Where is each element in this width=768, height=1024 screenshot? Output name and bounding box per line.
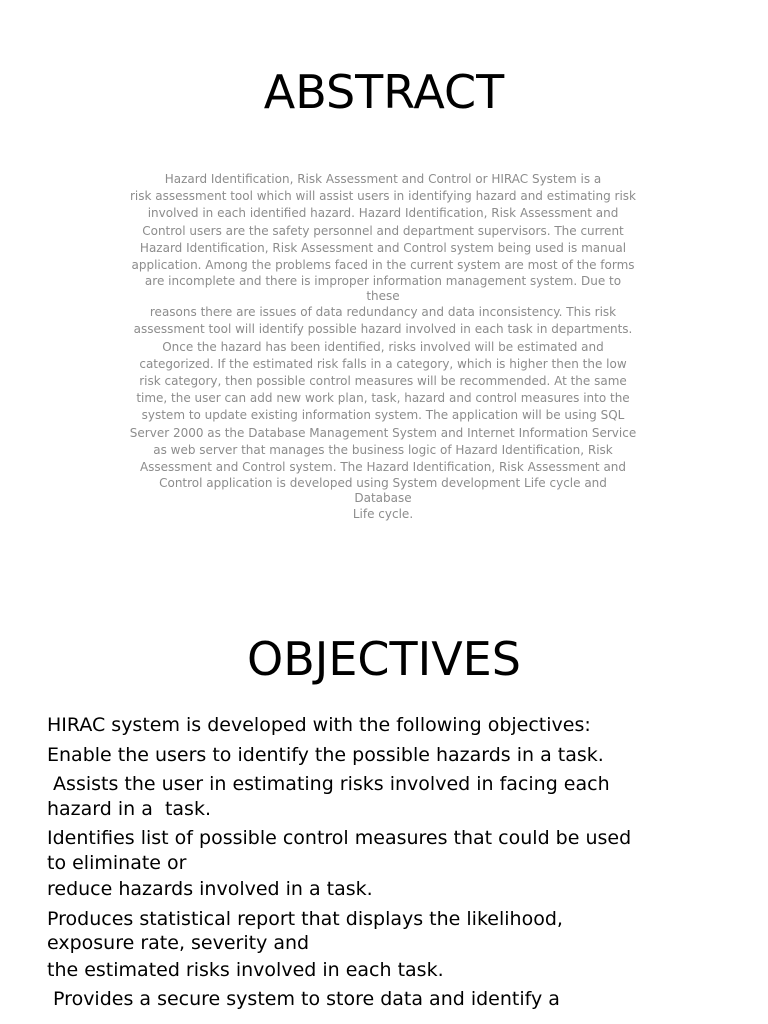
- abstract-paragraph: [118, 171, 648, 523]
- objectives-list: [47, 713, 737, 1017]
- objective-item: Produces statistical report that displays the likelihood, exposure rate, severity and: [47, 907, 563, 954]
- abstract-line: Life cycle.: [352, 507, 414, 522]
- abstract-line: Control application is developed using System development Life cycle and: [159, 476, 607, 491]
- objective-item: reduce hazards involved in a task.: [47, 878, 373, 900]
- abstract-line: categorized. If the estimated risk falls in a category, which is higher then the low: [139, 356, 627, 371]
- abstract-line: Hazard Identification, Risk Assessment and Control or HIRAC System is a: [164, 172, 602, 186]
- objectives-heading: OBJECTIVES: [247, 632, 521, 686]
- abstract-line: as web server that manages the business logic of Hazard Identification, Risk: [153, 442, 613, 457]
- abstract-line: reasons there are issues of data redundancy and data inconsistency. This risk: [149, 305, 617, 320]
- abstract-line: Assessment and Control system. The Hazard Identification, Risk Assessment and: [139, 460, 627, 475]
- abstract-line: Database: [354, 491, 412, 506]
- abstract-line: Server 2000 as the Database Management System and Internet Information Service: [129, 425, 637, 440]
- abstract-line: are incomplete and there is improper information management system. Due to: [144, 274, 622, 289]
- abstract-line: assessment tool will identify possible hazard involved in each task in departments.: [133, 322, 633, 337]
- abstract-line: involved in each identified hazard. Hazard Identification, Risk Assessment and: [147, 206, 619, 221]
- abstract-line: application. Among the problems faced in the current system are most of the forms: [131, 258, 635, 273]
- abstract-line: risk category, then possible control measures will be recommended. At the same: [139, 374, 627, 389]
- objective-item: Identifies list of possible control measures that could be used to eliminate or: [47, 827, 632, 874]
- abstract-line: risk assessment tool which will assist users in identifying hazard and estimating risk: [129, 189, 636, 204]
- abstract-line: Hazard Identification, Risk Assessment and Control system being used is manual: [139, 240, 627, 255]
- abstract-heading: ABSTRACT: [263, 65, 505, 119]
- abstract-line: Control users are the safety personnel and department supervisors. The current: [142, 223, 624, 238]
- abstract-line: system to update existing information system. The application will be using SQL: [141, 408, 625, 423]
- objective-item: Assists the user in estimating risks involved in facing each hazard in a task.: [47, 773, 610, 820]
- objective-item: the estimated risks involved in each task.: [47, 958, 444, 981]
- objective-item: Provides a secure system to store data and identify a: [47, 988, 560, 1010]
- objective-item: HIRAC system is developed with the following objectives:: [47, 714, 591, 736]
- abstract-line: Once the hazard has been identified, risks involved will be estimated and: [162, 339, 604, 354]
- abstract-line: these: [366, 289, 400, 304]
- abstract-line: time, the user can add new work plan, task, hazard and control measures into the: [136, 391, 630, 406]
- objective-item: Enable the users to identify the possible hazards in a task.: [47, 743, 604, 766]
